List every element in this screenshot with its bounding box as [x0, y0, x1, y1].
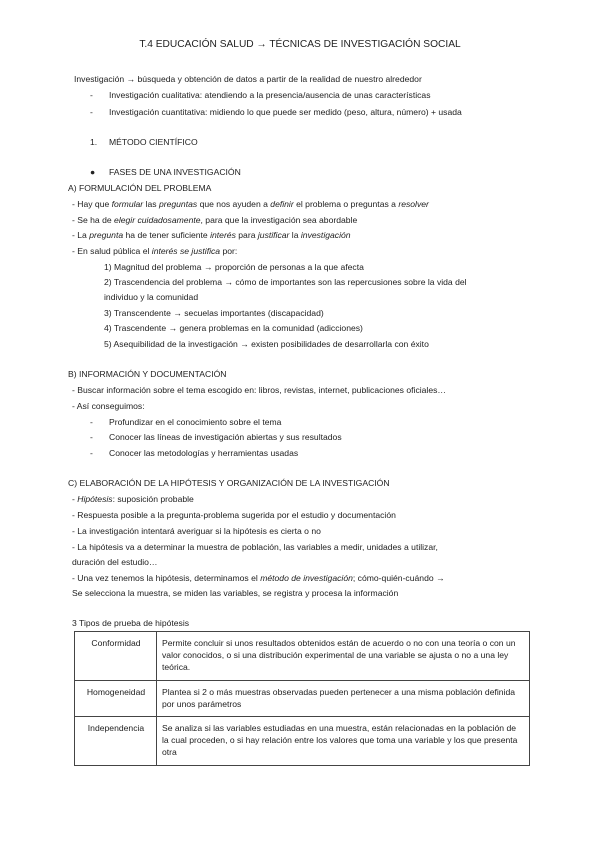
paragraph-line: Se selecciona la muestra, se miden las variables, se registra y procesa la información — [72, 588, 399, 598]
paragraph-line: - En salud pública el interés se justifica por: — [72, 246, 238, 256]
table-cell-description: Permite concluir si unos resultados obtenidos están de acuerdo o no con una teoría o con un valor conocidos, o si una distribución experimental de una variable se ajusta o no a una ley teórica. — [157, 632, 530, 681]
phases-heading: FASES DE UNA INVESTIGACIÓN — [109, 167, 241, 177]
section-heading: MÉTODO CIENTÍFICO — [109, 137, 198, 147]
intro-item-qualitative: Investigación cualitativa: atendiendo a la presencia/ausencia de unas características — [109, 90, 431, 100]
list-item: Conocer las líneas de investigación abiertas y sus resultados — [109, 432, 342, 442]
paragraph-line: - Buscar información sobre el tema escogido en: libros, revistas, internet, publicaciones oficiales… — [72, 385, 447, 395]
dash-bullet: - — [90, 90, 93, 100]
list-item: Conocer las metodologías y herramientas usadas — [109, 448, 299, 458]
numbered-item: 5) Asequibilidad de la investigación → existen posibilidades de desarrollarla con éxito — [104, 339, 429, 349]
paragraph-line: - Respuesta posible a la pregunta-problema sugerida por el estudio y documentación — [72, 510, 396, 520]
bullet-dot: ● — [90, 167, 96, 177]
list-item: Profundizar en el conocimiento sobre el tema — [109, 417, 282, 427]
table-cell-type: Homogeneidad — [75, 680, 157, 716]
table-cell-type: Independencia — [75, 717, 157, 766]
paragraph-line: - Se ha de elegir cuidadosamente, para que la investigación sea abordable — [72, 215, 358, 225]
table-cell-type: Conformidad — [75, 632, 157, 681]
table-row — [75, 680, 530, 716]
table-row — [75, 632, 530, 681]
subsection-c-heading: C) ELABORACIÓN DE LA HIPÓTESIS Y ORGANIZACIÓN DE LA INVESTIGACIÓN — [68, 478, 390, 488]
numbered-item: 1) Magnitud del problema → proporción de personas a la que afecta — [104, 262, 364, 272]
numbered-item-continuation: individuo y la comunidad — [104, 292, 199, 302]
paragraph-line: - La investigación intentará averiguar si la hipótesis es cierta o no — [72, 526, 321, 536]
numbered-item: 2) Trascendencia del problema → cómo de importantes son las repercusiones sobre la vida del — [104, 277, 467, 287]
numbered-item: 3) Transcendente → secuelas importantes (discapacidad) — [104, 308, 324, 318]
table-caption: 3 Tipos de prueba de hipótesis — [72, 618, 190, 628]
subsection-b-heading: B) INFORMACIÓN Y DOCUMENTACIÓN — [68, 369, 227, 379]
paragraph-line: - Hipótesis: suposición probable — [72, 494, 194, 504]
paragraph-line: - La hipótesis va a determinar la muestra de población, las variables a medir, unidades a utilizar, — [72, 542, 438, 552]
hypothesis-table — [74, 631, 530, 766]
dash-bullet: - — [90, 107, 93, 117]
intro-item-quantitative: Investigación cuantitativa: midiendo lo que puede ser medido (peso, altura, número) + usada — [109, 107, 462, 117]
numbered-item: 4) Trascendente → genera problemas en la comunidad (adicciones) — [104, 323, 363, 333]
paragraph-line: - La pregunta ha de tener suficiente interés para justificar la investigación — [72, 230, 351, 240]
paragraph-line: - Así conseguimos: — [72, 401, 145, 411]
dash-bullet: - — [90, 417, 93, 427]
table-cell-description: Se analiza si las variables estudiadas en una muestra, están relacionadas en la población de la cual proceden, o si hay relación entre los valores que toma una variable y los que presenta otra — [157, 717, 530, 766]
paragraph-line: - Hay que formular las preguntas que nos ayuden a definir el problema o preguntas a resolver — [72, 199, 429, 209]
table-row — [75, 717, 530, 766]
paragraph-line: - Una vez tenemos la hipótesis, determinamos el método de investigación; cómo-quién-cuándo → — [72, 573, 445, 583]
intro-line: Investigación → búsqueda y obtención de datos a partir de la realidad de nuestro alrededor — [74, 74, 422, 84]
dash-bullet: - — [90, 448, 93, 458]
section-number: 1. — [90, 137, 98, 147]
table-cell-description: Plantea si 2 o más muestras observadas pueden pertenecer a una misma población definida por unos parámetros — [157, 680, 530, 716]
page-title: T.4 EDUCACIÓN SALUD → TÉCNICAS DE INVESTIGACIÓN SOCIAL — [139, 39, 461, 50]
paragraph-line: duración del estudio… — [72, 557, 158, 567]
dash-bullet: - — [90, 432, 93, 442]
subsection-a-heading: A) FORMULACIÓN DEL PROBLEMA — [68, 183, 212, 193]
